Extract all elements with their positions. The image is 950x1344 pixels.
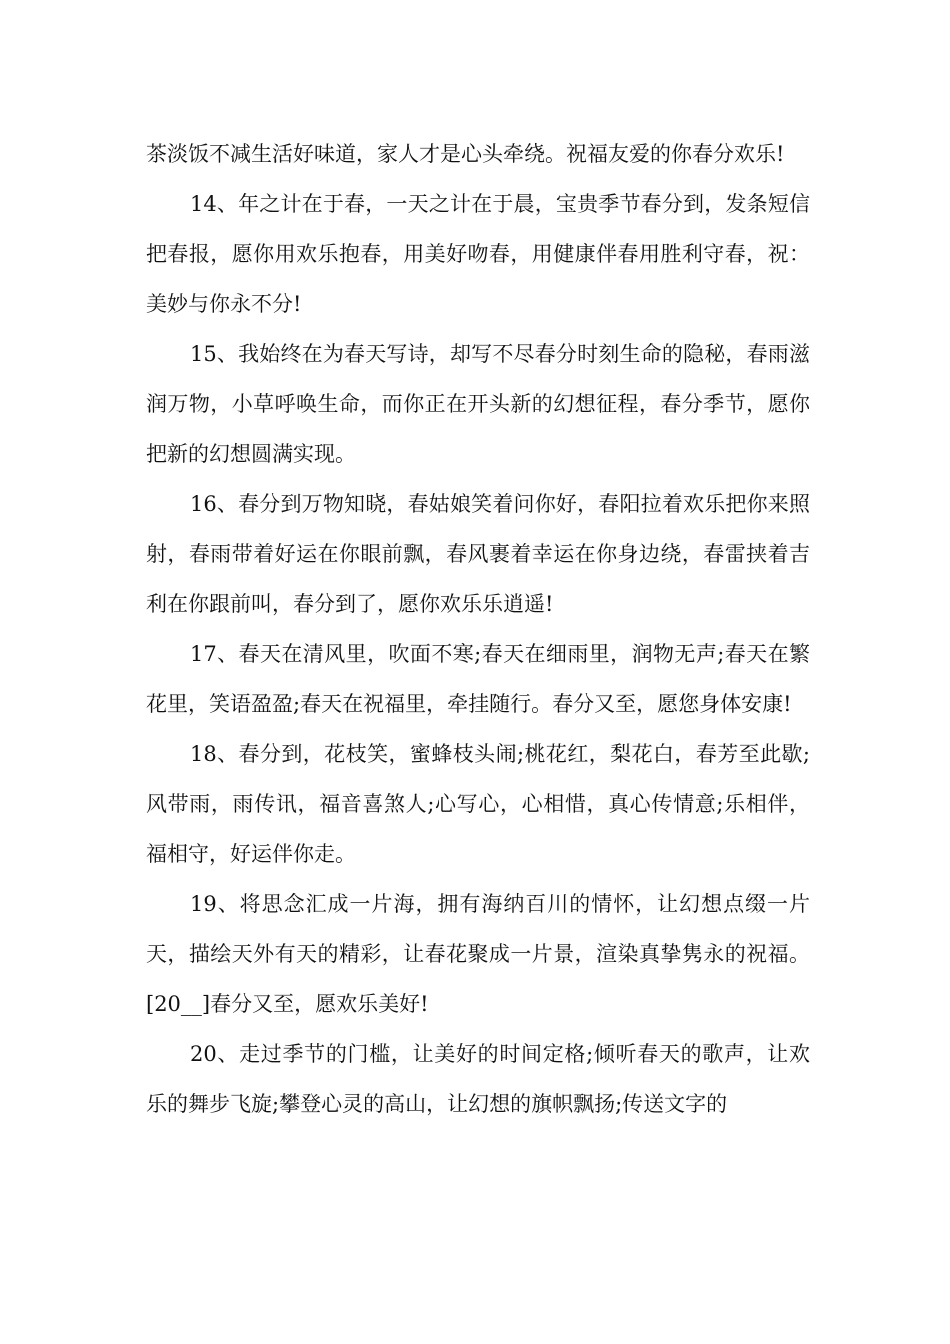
paragraph-15: 15、我始终在为春天写诗，却写不尽春分时刻生命的隐秘，春雨滋润万物，小草呼唤生命，而你正在开头新的幻想征程，春分季节，愿你把新的幻想圆满实现。 [146, 342, 810, 466]
paragraph-20: 20、走过季节的门槛，让美好的时间定格;倾听春天的歌声，让欢乐的舞步飞旋;攀登心灵的高山，让幻想的旗帜飘扬;传送文字的 [146, 1042, 810, 1116]
paragraph-16: 16、春分到万物知晓，春姑娘笑着问你好，春阳拉着欢乐把你来照射，春雨带着好运在你眼前飘，春风裹着幸运在你身边绕，春雷挟着吉利在你跟前叫，春分到了，愿你欢乐乐逍遥! [146, 492, 810, 616]
paragraph-19: 19、将思念汇成一片海，拥有海纳百川的情怀，让幻想点缀一片天，描绘天外有天的精彩，让春花聚成一片景，渲染真挚隽永的祝福。[20__]春分又至，愿欢乐美好! [146, 892, 810, 1016]
paragraph-18: 18、春分到，花枝笑，蜜蜂枝头闹;桃花红，梨花白，春芳至此歇;风带雨，雨传讯，福音喜煞人;心写心，心相惜，真心传情意;乐相伴，福相守，好运伴你走。 [146, 742, 810, 866]
paragraph-continuation: 茶淡饭不减生活好味道，家人才是心头牵绕。祝福友爱的你春分欢乐! [146, 142, 785, 166]
document-body [146, 129, 810, 1129]
paragraph-14: 14、年之计在于春，一天之计在于晨，宝贵季节春分到，发条短信把春报，愿你用欢乐抱春，用美好吻春，用健康伴春用胜利守春，祝：美妙与你永不分! [146, 192, 810, 316]
paragraph-17: 17、春天在清风里，吹面不寒;春天在细雨里，润物无声;春天在繁花里，笑语盈盈;春天在祝福里，牵挂随行。春分又至，愿您身体安康! [146, 642, 810, 716]
